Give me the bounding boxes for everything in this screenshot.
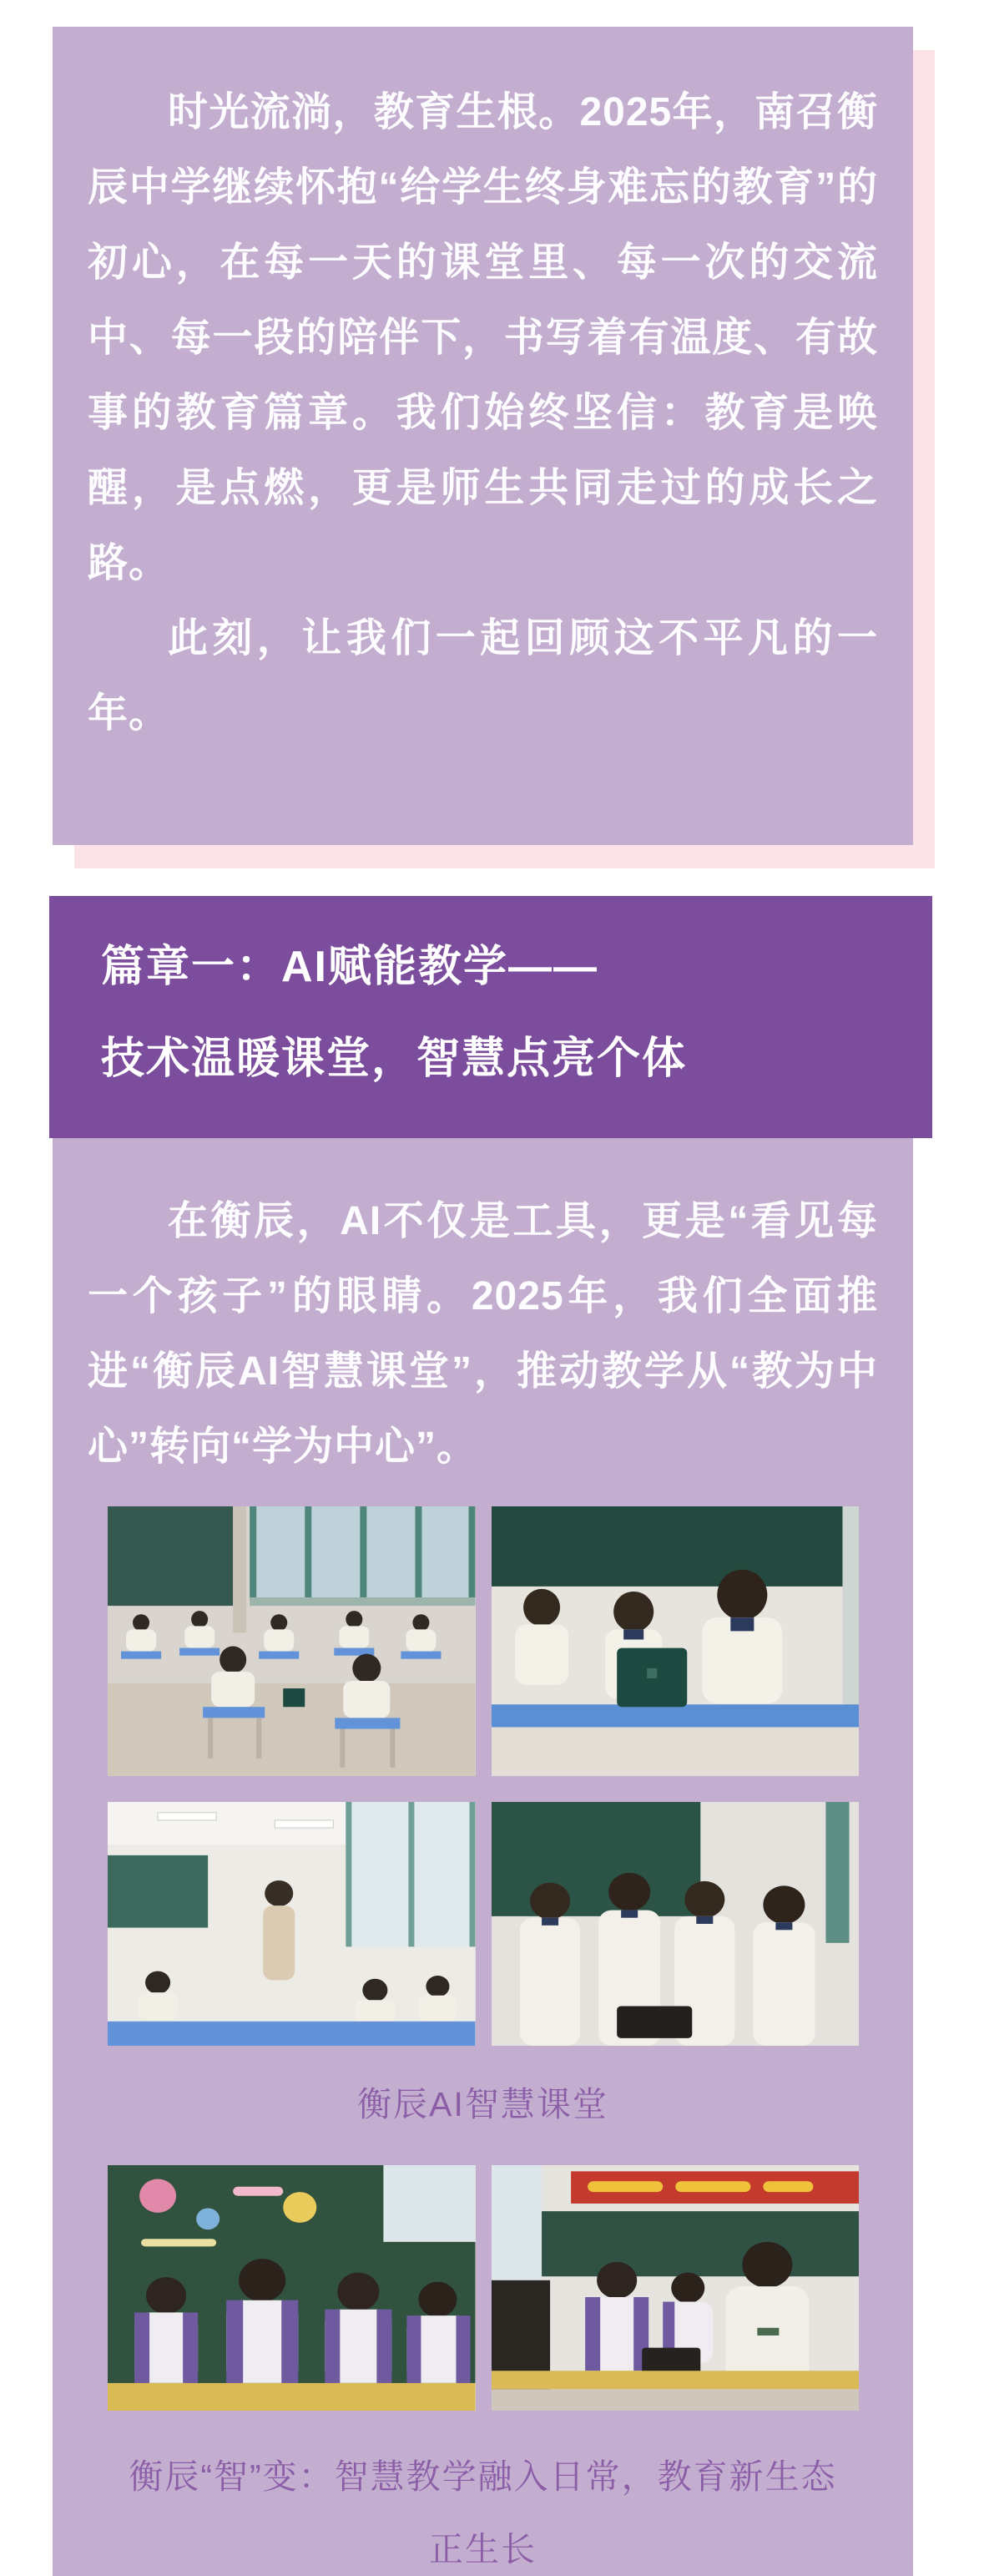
intro-paragraph-1: 时光流淌，教育生根。2025年，南召衡辰中学继续怀抱“给学生终身难忘的教育”的初心，在每一天的课堂里、每一次的交流中、每一段的陪伴下，书写着有温度、有故事的教育篇章。我们始终坚信：教育是唤醒，是点燃，更是师生共同走过的成长之路。 xyxy=(88,90,878,585)
photo-smart-teaching-daily-2[interactable] xyxy=(492,2165,860,2411)
photo-teacher-guiding-class[interactable] xyxy=(108,1802,476,2046)
teacher-classroom-illustration xyxy=(108,1802,476,2046)
photo-students-group-laptop[interactable] xyxy=(492,1802,860,2046)
photo-smart-teaching-daily-1[interactable] xyxy=(108,2165,476,2411)
banner-classroom-illustration xyxy=(492,2165,860,2411)
intro-card xyxy=(53,27,913,845)
chapter-title-line1: 篇章一：AI赋能教学—— xyxy=(101,943,599,991)
gallery-caption-ai-classroom: 衡辰AI智慧课堂 xyxy=(357,2085,608,2123)
photo-ai-classroom-wide[interactable] xyxy=(108,1506,476,1776)
photo-row-2 xyxy=(108,1802,859,2046)
chapter-paragraph: 在衡辰，AI不仅是工具，更是“看见每一个孩子”的眼睛。2025年，我们全面推进“衡辰AI智慧课堂”，推动教学从“教为中心”转向“学为中心”。 xyxy=(88,1199,878,1469)
classroom-wide-illustration xyxy=(108,1506,476,1776)
chapter-title-line2: 技术温暖课堂，智慧点亮个体 xyxy=(101,1035,688,1083)
photo-row-3 xyxy=(108,2165,859,2411)
decorated-board-class-illustration xyxy=(108,2165,476,2411)
chapter-one-body xyxy=(53,1138,913,2576)
chapter-one-header xyxy=(49,896,932,1138)
photo-row-1 xyxy=(108,1506,859,1776)
intro-paragraph-2: 此刻，让我们一起回顾这不平凡的一年。 xyxy=(88,616,878,736)
gallery-caption-smart-teaching: 衡辰“智”变：智慧教学融入日常，教育新生态正生长 xyxy=(129,2457,837,2568)
classroom-tablet-illustration xyxy=(492,1506,860,1776)
students-group-illustration xyxy=(492,1802,860,2046)
photo-ai-classroom-tablets[interactable] xyxy=(492,1506,860,1776)
